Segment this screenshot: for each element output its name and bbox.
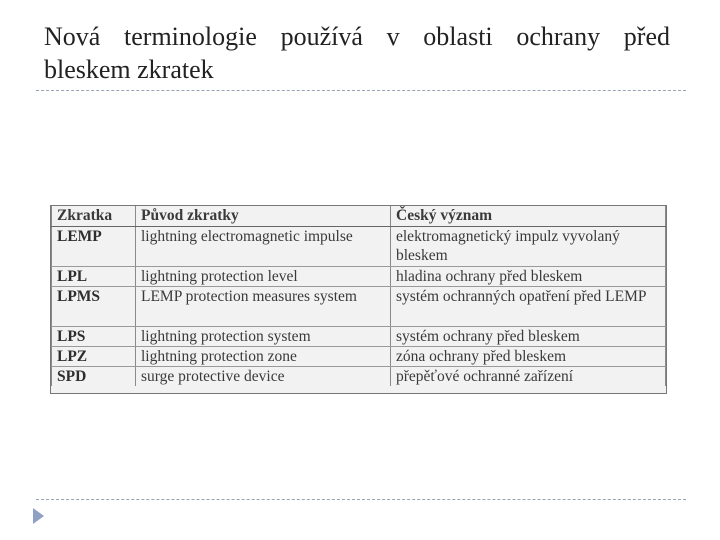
abbreviation-cell: LPL bbox=[52, 267, 136, 287]
bottom-divider bbox=[36, 499, 686, 500]
meaning-cell: přepěťové ochranné zařízení bbox=[391, 367, 666, 387]
meaning-cell: elektromagnetický impulz vyvolaný bleskem bbox=[391, 227, 666, 267]
table-row bbox=[52, 287, 666, 327]
slide-title-line-1: Nová terminologie používá v oblasti ochrany před bbox=[44, 22, 670, 51]
table-header-row bbox=[52, 206, 666, 227]
meaning-cell: systém ochrany před bleskem bbox=[391, 327, 666, 347]
origin-cell: lightning protection system bbox=[136, 327, 391, 347]
play-arrow-icon bbox=[33, 508, 44, 524]
table-row bbox=[52, 347, 666, 367]
abbreviation-cell: LPZ bbox=[52, 347, 136, 367]
abbreviation-cell: SPD bbox=[52, 367, 136, 387]
abbreviation-cell: LEMP bbox=[52, 227, 136, 267]
meaning-cell: zóna ochrany před bleskem bbox=[391, 347, 666, 367]
meaning-cell: hladina ochrany před bleskem bbox=[391, 267, 666, 287]
abbreviation-cell: LPS bbox=[52, 327, 136, 347]
column-header-abbreviation: Zkratka bbox=[52, 206, 136, 227]
table-row bbox=[52, 227, 666, 267]
origin-cell: lightning protection level bbox=[136, 267, 391, 287]
terminology-table bbox=[50, 205, 667, 394]
origin-cell: LEMP protection measures system bbox=[136, 287, 391, 327]
origin-cell: lightning protection zone bbox=[136, 347, 391, 367]
table-row bbox=[52, 327, 666, 347]
column-header-meaning: Český význam bbox=[391, 206, 666, 227]
origin-cell: surge protective device bbox=[136, 367, 391, 387]
table-row bbox=[52, 367, 666, 387]
table-row bbox=[52, 267, 666, 287]
meaning-cell: systém ochranných opatření před LEMP bbox=[391, 287, 666, 327]
abbreviation-cell: LPMS bbox=[52, 287, 136, 327]
top-divider bbox=[36, 90, 686, 91]
slide-title bbox=[44, 20, 670, 86]
origin-cell: lightning electromagnetic impulse bbox=[136, 227, 391, 267]
column-header-origin: Původ zkratky bbox=[136, 206, 391, 227]
slide-title-line-2: bleskem zkratek bbox=[44, 55, 214, 84]
